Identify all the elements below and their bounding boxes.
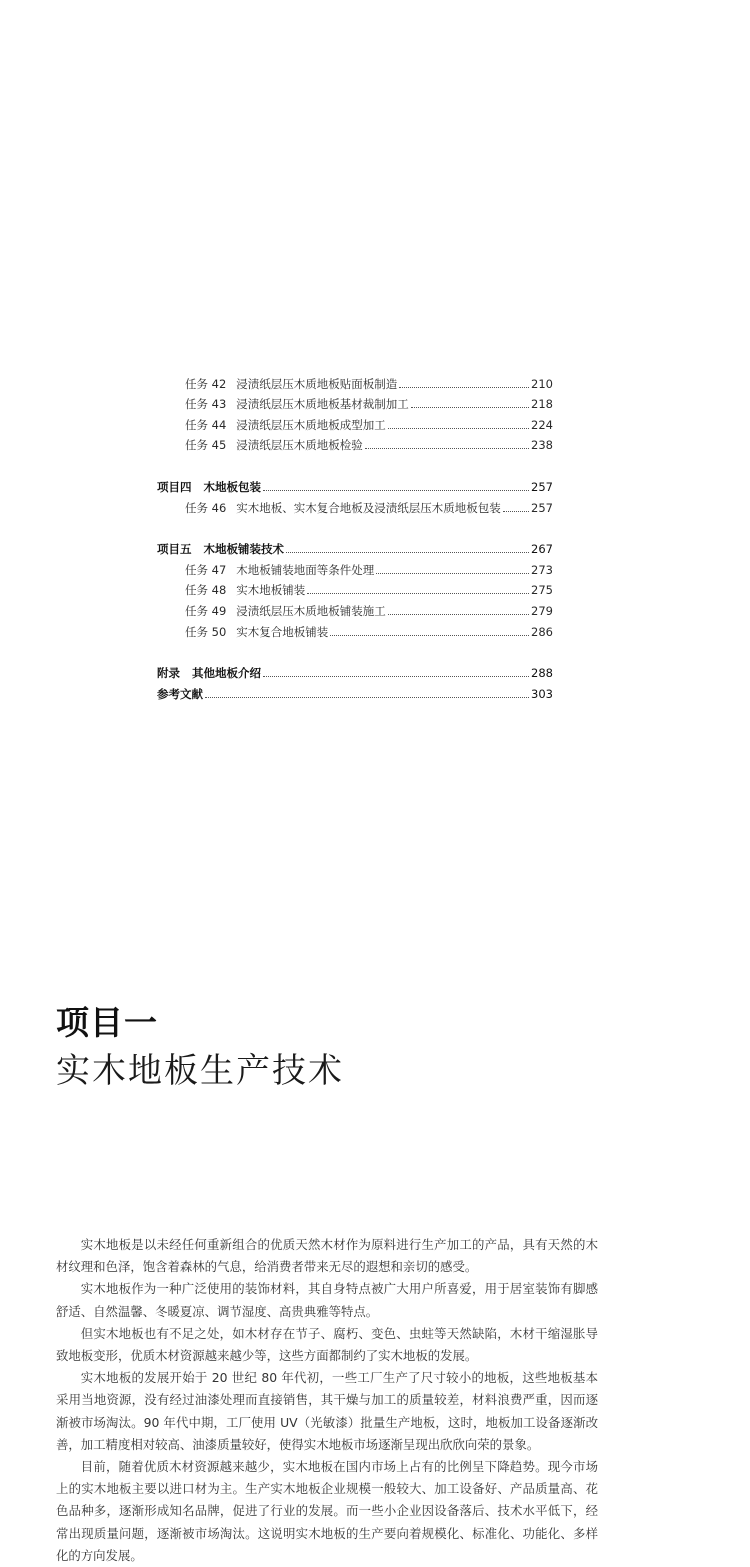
toc-section-number: 附录 bbox=[157, 666, 180, 681]
chapter-heading bbox=[56, 1000, 344, 1094]
toc-entry-title: 实木复合地板铺装 bbox=[236, 624, 329, 639]
dot-leader bbox=[365, 448, 529, 449]
paragraph: 但实木地板也有不足之处，如木材存在节子、腐朽、变色、虫蛀等天然缺陷，木材干缩湿胀导致地板变形，优质木材资源越来越少等，这些方面都制约了实木地板的发展。 bbox=[56, 1325, 598, 1364]
dot-leader bbox=[399, 387, 529, 388]
toc-entry-number: 任务 47 bbox=[185, 562, 227, 577]
toc-entry-number: 任务 48 bbox=[185, 583, 227, 598]
toc-entry-page: 286 bbox=[531, 624, 553, 639]
toc-entry[interactable] bbox=[157, 411, 553, 432]
dot-leader bbox=[388, 614, 529, 615]
dot-leader bbox=[263, 676, 529, 677]
toc-entry-title: 浸渍纸层压木质地板贴面板制造 bbox=[236, 376, 398, 391]
toc-section-page: 257 bbox=[531, 479, 553, 494]
toc-section-page: 288 bbox=[531, 666, 553, 681]
dot-leader bbox=[330, 635, 529, 636]
chapter-title: 实木地板生产技术 bbox=[56, 1051, 344, 1091]
toc-section-title: 参考文献 bbox=[157, 686, 203, 701]
toc-spacer bbox=[157, 452, 553, 473]
chapter-label: 项目一 bbox=[56, 1003, 158, 1042]
toc-entry-number: 任务 45 bbox=[185, 438, 227, 453]
toc-entry-number: 任务 49 bbox=[185, 603, 227, 618]
toc-section-number: 项目四 bbox=[157, 479, 192, 494]
toc-entry-number: 任务 50 bbox=[185, 624, 227, 639]
toc-entry-title: 浸渍纸层压木质地板检验 bbox=[236, 438, 363, 453]
toc-section-title: 其他地板介绍 bbox=[192, 666, 261, 681]
toc-entry-page: 279 bbox=[531, 603, 553, 618]
table-of-contents bbox=[157, 370, 553, 701]
paragraph: 实木地板作为一种广泛使用的装饰材料，其自身特点被广大用户所喜爱，用于居室装饰有脚感舒适、自然温馨、冬暖夏凉、调节湿度、高贵典雅等特点。 bbox=[56, 1281, 598, 1319]
toc-section-number: 项目五 bbox=[157, 542, 192, 557]
toc-entry-page: 275 bbox=[531, 583, 553, 598]
toc-entry-number: 任务 43 bbox=[185, 397, 227, 412]
toc-entry-number: 任务 42 bbox=[185, 376, 227, 391]
toc-entry-page: 218 bbox=[531, 397, 553, 412]
toc-entry-number: 任务 46 bbox=[185, 500, 227, 515]
toc-entry-title: 浸渍纸层压木质地板基材裁制加工 bbox=[236, 397, 409, 412]
toc-entry-title: 浸渍纸层压木质地板铺装施工 bbox=[236, 603, 386, 618]
paragraph: 实木地板是以未经任何重新组合的优质天然木材作为原料进行生产加工的产品，具有天然的木材纹理和色泽，饱含着森林的气息，给消费者带来无尽的遐想和亲切的感受。 bbox=[56, 1237, 598, 1275]
toc-entry[interactable] bbox=[157, 597, 553, 618]
toc-section[interactable] bbox=[157, 680, 553, 701]
toc-entry[interactable] bbox=[157, 494, 553, 515]
toc-entry-title: 实木地板、实木复合地板及浸渍纸层压木质地板包装 bbox=[236, 500, 501, 515]
toc-entry[interactable] bbox=[157, 618, 553, 639]
toc-section[interactable] bbox=[157, 536, 553, 557]
toc-entry[interactable] bbox=[157, 556, 553, 577]
toc-entry[interactable] bbox=[157, 432, 553, 453]
dot-leader bbox=[388, 428, 529, 429]
toc-entry-page: 238 bbox=[531, 438, 553, 453]
toc-entry[interactable] bbox=[157, 370, 553, 391]
dot-leader bbox=[263, 490, 529, 491]
dot-leader bbox=[286, 552, 529, 553]
toc-section[interactable] bbox=[157, 660, 553, 681]
toc-entry[interactable] bbox=[157, 391, 553, 412]
chapter-intro bbox=[56, 1234, 598, 1567]
toc-spacer bbox=[157, 515, 553, 536]
toc-entry-title: 浸渍纸层压木质地板成型加工 bbox=[236, 417, 386, 432]
toc-entry-number: 任务 44 bbox=[185, 417, 227, 432]
toc-section-page: 303 bbox=[531, 686, 553, 701]
toc-section[interactable] bbox=[157, 473, 553, 494]
toc-section-title: 木地板包装 bbox=[203, 479, 261, 494]
toc-entry-title: 实木地板铺装 bbox=[236, 583, 306, 598]
dot-leader bbox=[503, 511, 529, 512]
dot-leader bbox=[411, 407, 529, 408]
toc-entry-page: 224 bbox=[531, 417, 553, 432]
toc-entry-page: 273 bbox=[531, 562, 553, 577]
dot-leader bbox=[307, 593, 529, 594]
toc-entry[interactable] bbox=[157, 577, 553, 598]
paragraph: 目前，随着优质木材资源越来越少，实木地板在国内市场上占有的比例呈下降趋势。现今市场上的实木地板主要以进口材为主。生产实木地板企业规模一般较大、加工设备好、产品质量高、花色品种多，逐渐形成知名品牌，促进了行业的发展。而一些小企业因设备落后、技术水平低下，经常出现质量问题，逐渐被市场淘汰。这说明实木地板的生产要向着规模化、标准化、功能化、多样化的方向发展。 bbox=[56, 1459, 598, 1563]
toc-entry-page: 210 bbox=[531, 376, 553, 391]
paragraph: 实木地板的发展开始于 20 世纪 80 年代初，一些工厂生产了尺寸较小的地板，这些地板基本采用当地资源，没有经过油漆处理而直接销售，其干燥与加工的质量较差，材料浪费严重，因而逐渐被市场淘汰。90 年代中期，工厂使用 UV（光敏漆）批量生产地板，这时，地板加工设备逐渐改善，加工精度相对较高、油漆质量较好，使得实木地板市场逐渐呈现出欣欣向荣的景象。 bbox=[56, 1370, 598, 1452]
toc-spacer bbox=[157, 639, 553, 660]
dot-leader bbox=[205, 697, 529, 698]
toc-section-title: 木地板铺装技术 bbox=[203, 542, 284, 557]
toc-section-page: 267 bbox=[531, 542, 553, 557]
toc-entry-page: 257 bbox=[531, 500, 553, 515]
toc-entry-title: 木地板铺装地面等条件处理 bbox=[236, 562, 375, 577]
dot-leader bbox=[376, 573, 529, 574]
